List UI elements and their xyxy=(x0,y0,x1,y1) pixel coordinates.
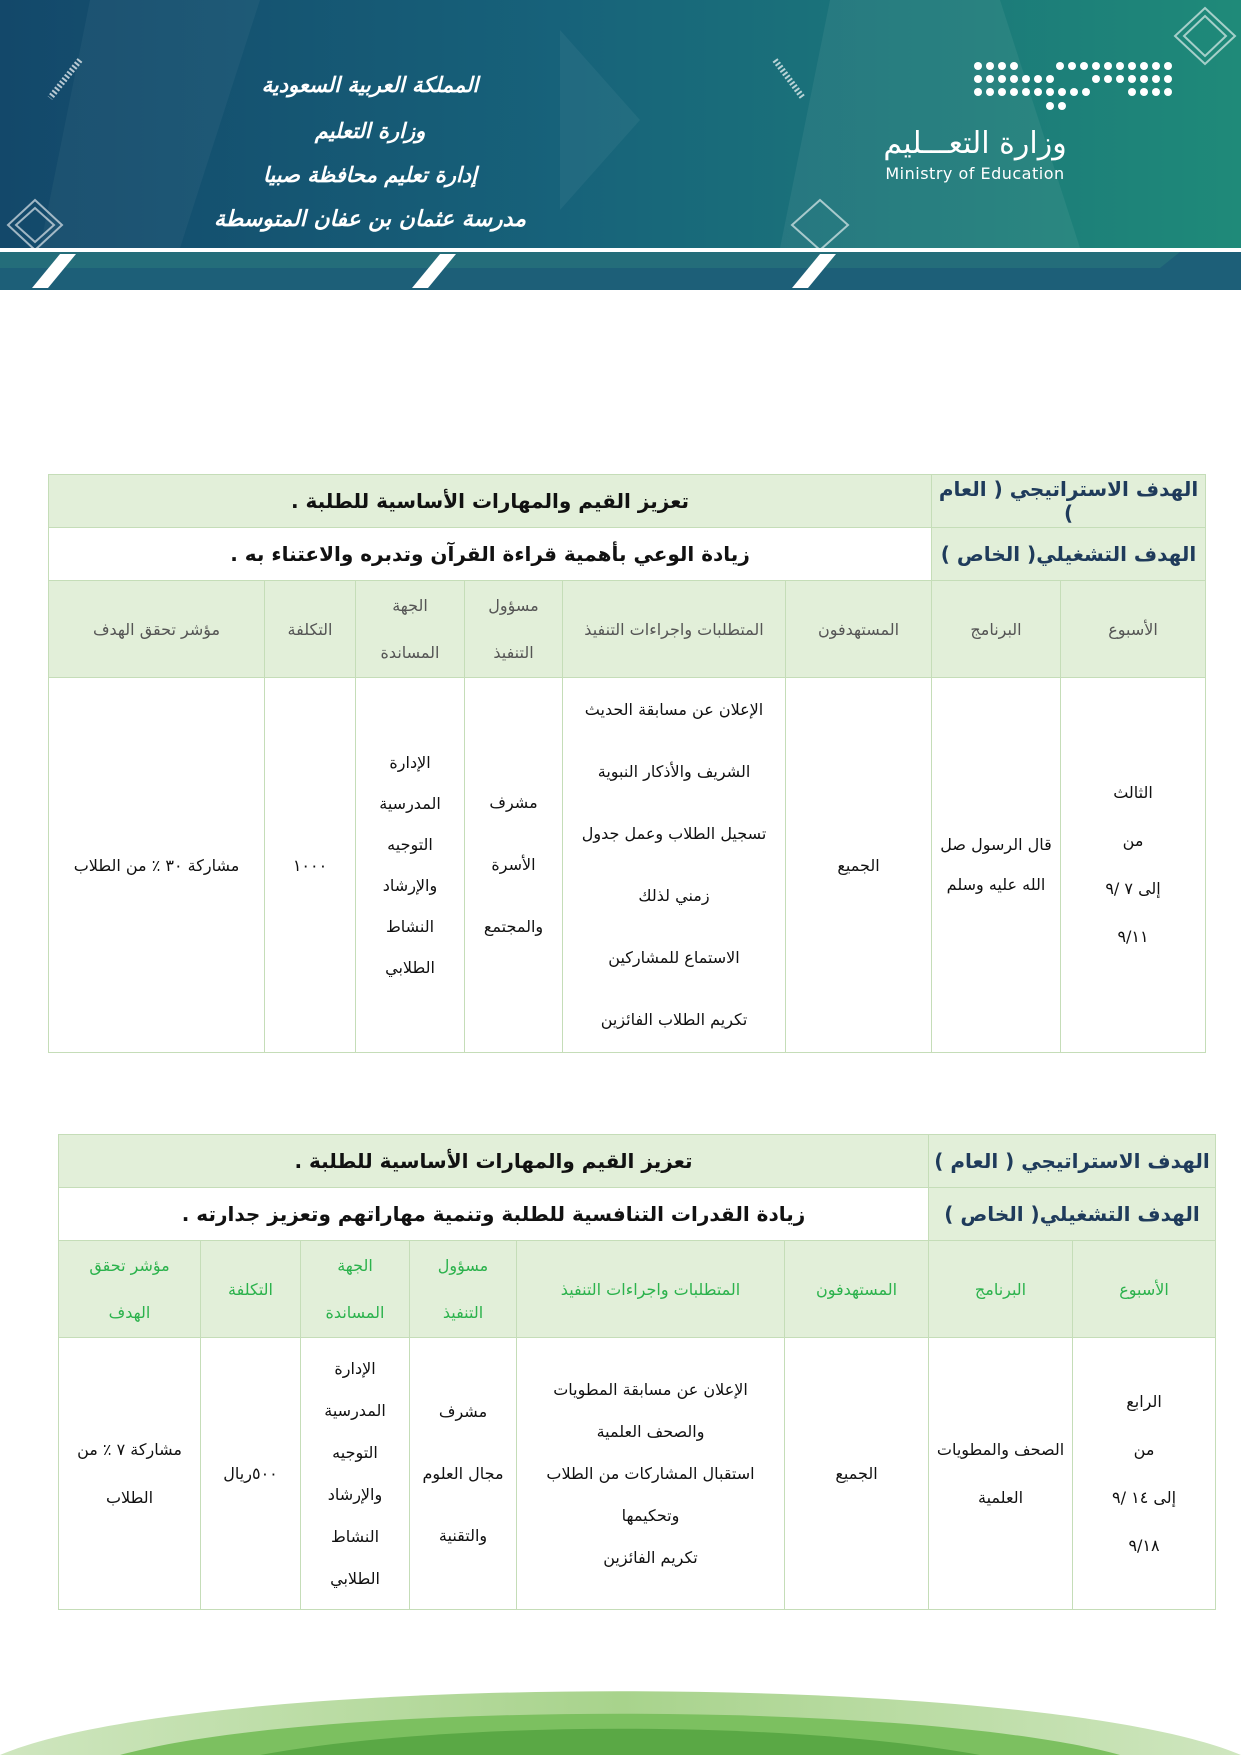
cell-requirements: الإعلان عن مسابقة المطويات والصحف العلمية استقبال المشاركات من الطلاب وتحكيمها تكريم الفائزين xyxy=(517,1338,785,1610)
column-header-program: البرنامج xyxy=(929,1241,1073,1338)
cell-support: الإدارة المدرسية التوجيه والإرشاد النشاط الطلابي xyxy=(356,678,465,1053)
footer-wave xyxy=(0,1660,1241,1755)
cell-target: الجميع xyxy=(786,678,932,1053)
cell-week: الثالث من إلى ٧ /٩ ٩/١١ xyxy=(1061,678,1206,1053)
cell-responsible: مشرف مجال العلوم والتقنية xyxy=(410,1338,517,1610)
cell-week: الرابع من إلى ١٤ /٩ ٩/١٨ xyxy=(1073,1338,1216,1610)
ministry-name-arabic: وزارة التعـــليم xyxy=(883,126,1067,161)
header-line-directorate: إدارة تعليم محافظة صبيا xyxy=(263,162,477,187)
column-header-responsible: مسؤول التنفيذ xyxy=(410,1241,517,1338)
cell-indicator: مشاركة ٧ ٪ من الطلاب xyxy=(59,1338,201,1610)
column-header-week: الأسبوع xyxy=(1073,1241,1216,1338)
column-header-program: البرنامج xyxy=(932,581,1061,678)
cell-cost: ٥٠٠ريال xyxy=(201,1338,301,1610)
cell-requirements: الإعلان عن مسابقة الحديث الشريف والأذكار النبوية تسجيل الطلاب وعمل جدول زمني لذلك الاستماع للمشاركين تكريم الطلاب الفائزين xyxy=(563,678,786,1053)
operational-goal-text: زيادة القدرات التنافسية للطلبة وتنمية مهاراتهم وتعزيز جدارته . xyxy=(59,1188,929,1241)
column-header-indicator: مؤشر تحقق الهدف xyxy=(49,581,265,678)
column-header-cost: التكلفة xyxy=(265,581,356,678)
column-header-support: الجهة المساندة xyxy=(301,1241,410,1338)
column-header-indicator: مؤشر تحقق الهدف xyxy=(59,1241,201,1338)
header-line-school: مدرسة عثمان بن عفان المتوسطة xyxy=(214,206,526,232)
ministry-name-english: Ministry of Education xyxy=(885,164,1065,183)
column-header-target: المستهدفون xyxy=(785,1241,929,1338)
column-header-week: الأسبوع xyxy=(1061,581,1206,678)
column-header-cost: التكلفة xyxy=(201,1241,301,1338)
cell-target: الجميع xyxy=(785,1338,929,1610)
cell-program: الصحف والمطويات العلمية xyxy=(929,1338,1073,1610)
cell-cost: ١٠٠٠ xyxy=(265,678,356,1053)
operational-goal-label: الهدف التشغيلي( الخاص ) xyxy=(932,528,1206,581)
cell-program: قال الرسول صل الله عليه وسلم xyxy=(932,678,1061,1053)
column-header-support: الجهة المساندة xyxy=(356,581,465,678)
column-header-responsible: مسؤول التنفيذ xyxy=(465,581,563,678)
operational-goal-text: زيادة الوعي بأهمية قراءة القرآن وتدبره والاعتناء به . xyxy=(49,528,932,581)
operational-goal-label: الهدف التشغيلي( الخاص ) xyxy=(929,1188,1216,1241)
column-header-target: المستهدفون xyxy=(786,581,932,678)
column-header-requirements: المتطلبات واجراءات التنفيذ xyxy=(563,581,786,678)
header-line-country: المملكة العربية السعودية xyxy=(261,72,479,97)
strategic-goal-text: تعزيز القيم والمهارات الأساسية للطلبة . xyxy=(59,1135,929,1188)
footer-decoration xyxy=(0,1660,1241,1755)
header-banner xyxy=(0,0,1241,290)
strategic-goal-label: الهدف الاستراتيجي ( العام ) xyxy=(932,475,1206,528)
header-line-ministry: وزارة التعليم xyxy=(314,118,426,143)
plan-table-1 xyxy=(48,474,1206,1053)
cell-responsible: مشرف الأسرة والمجتمع xyxy=(465,678,563,1053)
strategic-goal-label: الهدف الاستراتيجي ( العام ) xyxy=(929,1135,1216,1188)
cell-indicator: مشاركة ٣٠ ٪ من الطلاب xyxy=(49,678,265,1053)
strategic-goal-text: تعزيز القيم والمهارات الأساسية للطلبة . xyxy=(49,475,932,528)
cell-support: الإدارة المدرسية التوجيه والإرشاد النشاط الطلابي xyxy=(301,1338,410,1610)
plan-table-2 xyxy=(58,1134,1216,1610)
column-header-requirements: المتطلبات واجراءات التنفيذ xyxy=(517,1241,785,1338)
